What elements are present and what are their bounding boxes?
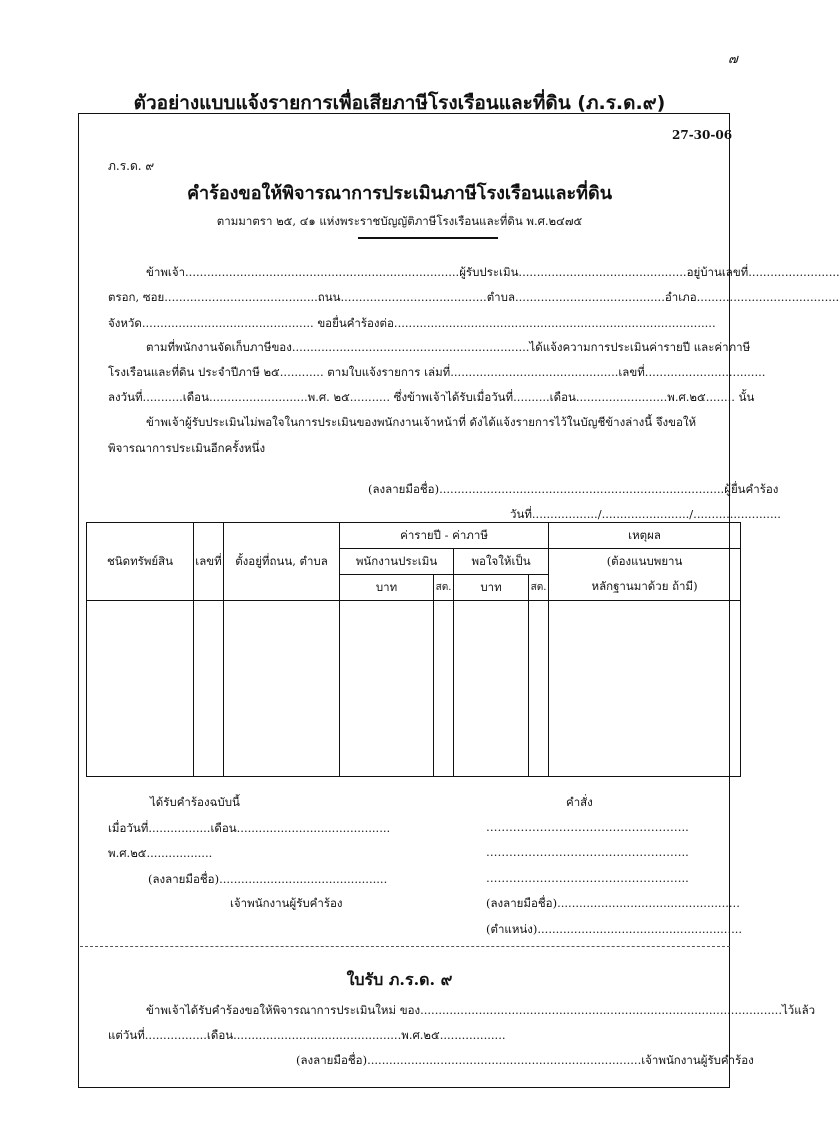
assessment-table	[86, 522, 741, 777]
header-satisfied-value: พอใจให้เป็น	[454, 549, 549, 575]
cell-reason[interactable]	[549, 601, 741, 777]
assessment-line: ตามที่พนักงานจัดเก็บภาษีของ.................................................................ได้แจ้งความการประเมินค่ารายปี และค่าภาษี	[146, 340, 751, 354]
header-reason-note: (ต้องแนบพยาน	[549, 549, 741, 575]
applicant-line: ข้าพเจ้า...........................................................................ผู้รับประเมิน..............................................อยู่บ้านเลขที่.........................	[146, 265, 840, 279]
header-assessed-by-officer: พนักงานประเมิน	[340, 549, 454, 575]
header-satang-satisfied: สต.	[529, 575, 549, 601]
reconsideration-line: พิจารณาการประเมินอีกครั้งหนึ่ง	[108, 441, 266, 455]
dissatisfaction-line: ข้าพเจ้าผู้รับประเมินไม่พอใจในการประเมินของพนักงานเจ้าหน้าที่ ดังได้แจ้งรายการไว้ในบัญชีข้างล่างนี้ จึงขอให้	[146, 415, 697, 429]
cell-baht-satisfied[interactable]	[454, 601, 529, 777]
order-line-1: ……………………………………………..	[486, 820, 689, 834]
order-signature-line: (ลงลายมือชื่อ)..................................................	[486, 896, 740, 910]
form-code: ภ.ร.ด. ๙	[108, 159, 155, 173]
address-line: ตรอก, ซอย..........................................ถนน........................................ตำบล.........................................อำเภอ.......................................	[108, 290, 840, 304]
receipt-signature-line: (ลงลายมือชื่อ)...........................................................................เจ้าพนักงานผู้รับคำร้อง	[296, 1053, 754, 1067]
received-signature-line: (ลงลายมือชื่อ)..............................................	[148, 872, 388, 886]
cell-satang-assessed[interactable]	[434, 601, 454, 777]
province-line: จังหวัด............................................... ขอยื่นคำร้องต่อ........................................................................................	[108, 316, 716, 330]
header-location: ตั้งอยู่ที่ถนน, ตำบล	[224, 523, 340, 601]
tax-year-line: โรงเรือนและที่ดิน ประจำปีภาษี ๒๕............ ตามใบแจ้งรายการ เล่มที่..............................................เลขที่.................................	[108, 365, 766, 379]
cell-property-type[interactable]	[87, 601, 194, 777]
form-number-code: 27-30-06	[672, 128, 733, 142]
order-position-line: (ตำแหน่ง)........................................................	[486, 922, 743, 936]
table-row	[87, 601, 741, 777]
cell-satang-satisfied[interactable]	[529, 601, 549, 777]
cell-number[interactable]	[194, 601, 224, 777]
header-reason: เหตุผล	[549, 523, 741, 549]
tear-off-line	[80, 946, 730, 947]
order-line-3: ……………………………………………..	[486, 871, 689, 885]
header-baht-satisfied: บาท	[454, 575, 529, 601]
receipt-line-2: แต่วันที่.................เดือน..............................................พ.ศ.๒๕..................	[108, 1028, 506, 1042]
header-number: เลขที่	[194, 523, 224, 601]
application-date-line: วันที่................../......................../........................	[510, 507, 781, 521]
dated-line: ลงวันที่...........เดือน...........................พ.ศ. ๒๕........... ซึ่งข้าพเจ้าได้รับเมื่อวันที่..........เดือน.........................พ.ศ.๒๕........ นั้น	[108, 390, 755, 404]
receipt-line-1: ข้าพเจ้าได้รับคำร้องขอให้พิจารณาการประเมินใหม่ ของ...................................................................................................ไว้แล้ว	[146, 1003, 816, 1017]
order-label: คำสั่ง	[566, 795, 593, 809]
header-satang-assessed: สต.	[434, 575, 454, 601]
received-date-line: เมื่อวันที่.................เดือน..........................................	[108, 821, 391, 835]
header-reason-evidence: หลักฐานมาด้วย ถ้ามี)	[549, 575, 741, 601]
received-year-line: พ.ศ.๒๕..................	[108, 846, 213, 860]
page-heading: ตัวอย่างแบบแจ้งรายการเพื่อเสียภาษีโรงเรือนและที่ดิน (ภ.ร.ด.๙)	[133, 92, 666, 114]
order-line-2: ……………………………………………..	[486, 845, 689, 859]
cell-baht-assessed[interactable]	[340, 601, 434, 777]
header-annual-value-tax: ค่ารายปี - ค่าภาษี	[340, 523, 549, 549]
form-subtitle: ตามมาตรา ๒๕, ๔๑ แห่งพระราชบัญญัติภาษีโรงเรือนและที่ดิน พ.ศ.๒๔๗๕	[216, 214, 583, 228]
form-title: คำร้องขอให้พิจารณาการประเมินภาษีโรงเรือนและที่ดิน	[187, 183, 612, 204]
applicant-signature-line: (ลงลายมือชื่อ)..............................................................................ผู้ยื่นคำร้อง	[368, 482, 779, 496]
received-label: ได้รับคำร้องฉบับนี้	[150, 795, 240, 809]
receiving-officer-label: เจ้าพนักงานผู้รับคำร้อง	[230, 896, 343, 910]
cell-location[interactable]	[224, 601, 340, 777]
receipt-title: ใบรับ ภ.ร.ด. ๙	[346, 970, 453, 989]
title-underline	[358, 237, 498, 239]
header-property-type: ชนิดทรัพย์สิน	[87, 523, 194, 601]
header-baht-assessed: บาท	[340, 575, 434, 601]
page-number: ๗	[728, 52, 738, 67]
